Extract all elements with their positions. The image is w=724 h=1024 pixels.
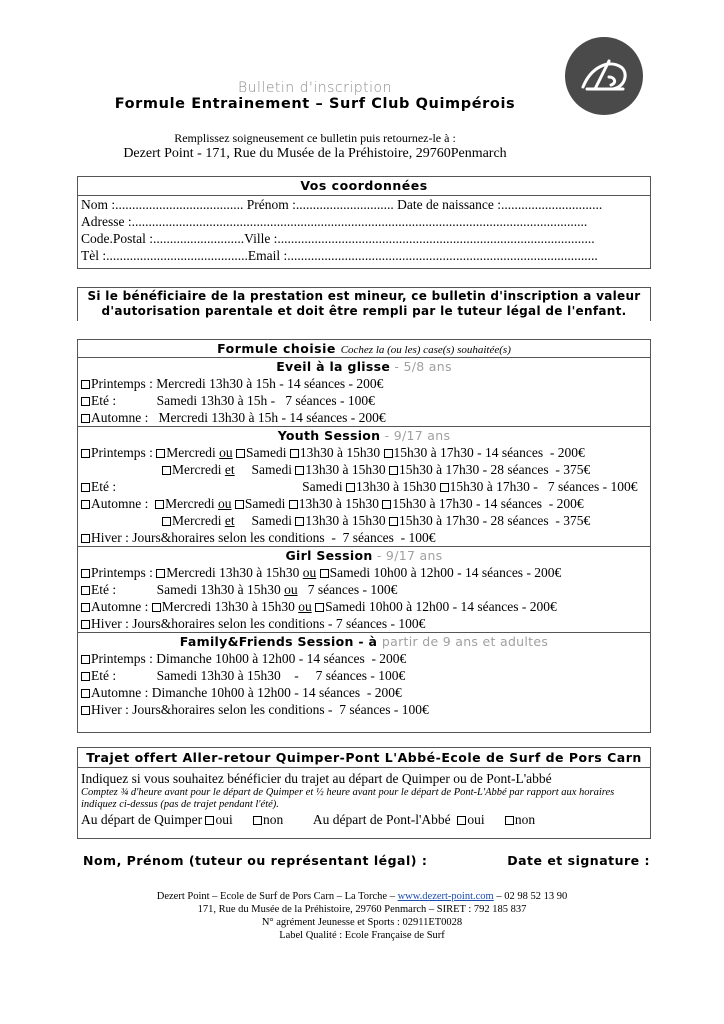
form-subtitle: Bulletin d'inscription [238,80,392,96]
postal-city-row[interactable]: Code.Postal :...........................Ville :.............................................................................................. [81,231,595,246]
checkbox[interactable] [389,466,398,475]
option-label: Printemps : [91,445,157,460]
checkbox[interactable] [382,500,391,509]
option-label: 13h30 à 15h30 [298,496,383,511]
option-youth-printemps[interactable] [78,444,650,461]
option-youth-automne-both[interactable] [78,512,650,529]
option-label: et [224,462,235,477]
checkbox[interactable] [162,517,171,526]
checkbox[interactable] [162,466,171,475]
notice-line-1: Si le bénéficiaire de la prestation est mineur, ce bulletin d'inscription a valeur [87,289,641,303]
option-label: 15h30 à 17h30 - 14 séances - 200€ [393,445,585,460]
option-girl-ete[interactable] [78,581,650,598]
section-eveil [78,358,650,427]
formule-hint: Cochez la (ou les) case(s) souhaitée(s) [340,344,511,356]
checkbox[interactable] [81,380,90,389]
option-label: Mercredi [172,462,225,477]
option-label: 7 séances - 100€ [297,582,398,597]
option-label: Printemps : [91,565,157,580]
option-girl-hiver[interactable] [78,615,650,632]
option-label: Samedi 10h00 à 12h00 - 14 séances - 200€ [329,565,562,580]
address-field-row[interactable]: Adresse :....................................................................................................................................... [81,214,588,229]
option-eveil-printemps[interactable] [78,375,650,392]
option-label: 13h30 à 15h30 [299,445,384,460]
section-family [78,633,650,718]
trajet-title: Trajet offert Aller-retour Quimper-Pont L'Abbé-Ecole de Surf de Pors Carn [78,748,650,768]
checkbox[interactable] [81,534,90,543]
section-girl-name: Girl Session [285,548,373,563]
footer-line-4: Label Qualité : Ecole Française de Surf [279,930,445,941]
date-signature-label: Date et signature : [507,853,650,868]
option-label: 15h30 à 17h30 - 28 séances - 375€ [398,462,591,477]
option-label: 13h30 à 15h30 [356,479,440,494]
option-label: Mercredi [166,445,220,460]
option-label: Samedi [302,479,346,494]
option-eveil-automne[interactable] [78,409,650,426]
formule-title-text: Formule choisie [217,341,336,356]
option-label: Printemps : Dimanche 10h00 à 12h00 - 14 séances - 200€ [91,651,407,666]
section-girl-title [78,547,650,564]
quimper-label: Au départ de Quimper [81,812,206,827]
name-fields-row[interactable]: Nom :...................................... Prénom :............................. Date de naissance :.............................. [81,197,603,212]
option-label: Hiver : Jours&horaires selon les conditions - 7 séances - 100€ [91,702,429,717]
return-address: Dezert Point - 171, Rue du Musée de la Préhistoire, 29760Penmarch [123,146,507,161]
checkbox[interactable] [315,603,324,612]
checkbox[interactable] [236,449,245,458]
option-girl-printemps[interactable] [78,564,650,581]
option-youth-ete[interactable] [78,478,650,495]
option-label: Samedi [246,445,290,460]
option-label: Automne : [91,496,156,511]
checkbox[interactable] [81,449,90,458]
checkbox[interactable] [81,483,90,492]
option-label: 13h30 à 15h30 [305,513,389,528]
quimper-oui-label: oui [215,812,233,827]
option-label: ou [217,496,232,511]
pont-non-checkbox[interactable] [505,816,514,825]
checkbox[interactable] [81,672,90,681]
option-girl-automne[interactable] [78,598,650,615]
checkbox[interactable] [155,500,164,509]
option-family-printemps[interactable] [78,650,650,667]
checkbox[interactable] [295,517,304,526]
checkbox[interactable] [290,449,299,458]
quimper-oui-checkbox[interactable] [205,816,214,825]
option-label: Hiver : Jours&horaires selon les conditions - 7 séances - 100€ [91,616,426,631]
option-youth-automne[interactable] [78,495,650,512]
checkbox[interactable] [81,620,90,629]
section-eveil-name: Eveil à la glisse [276,359,391,374]
minor-notice [77,287,651,321]
quimper-non-label: non [262,812,284,827]
checkbox[interactable] [346,483,355,492]
checkbox[interactable] [384,449,393,458]
section-family-sep: - à [353,634,382,649]
footer-text: Dezert Point – Ecole de Surf de Pors Carn – La Torche – [156,891,398,902]
section-family-age: partir de 9 ans et adultes [381,634,549,649]
checkbox[interactable] [295,466,304,475]
option-label: Automne : Dimanche 10h00 à 12h00 - 14 séances - 200€ [91,685,402,700]
formule-title [78,340,650,358]
instruction-text: Remplissez soigneusement ce bulletin puis retournez-le à : [174,131,456,145]
form-title: Formule Entrainement – Surf Club Quimpérois [114,96,516,112]
checkbox[interactable] [81,500,90,509]
option-label: Hiver : Jours&horaires selon les conditions - 7 séances - 100€ [91,530,436,545]
checkbox[interactable] [81,689,90,698]
option-label: et [224,513,235,528]
checkbox[interactable] [81,569,90,578]
checkbox[interactable] [152,603,161,612]
option-label: Mercredi [172,513,225,528]
option-label: Samedi 10h00 à 12h00 - 14 séances - 200€ [325,599,557,614]
checkbox[interactable] [156,449,165,458]
checkbox[interactable] [389,517,398,526]
trajet-question: Indiquez si vous souhaitez bénéficier du trajet au départ de Quimper ou de Pont-L'abbé [81,771,552,786]
option-family-automne[interactable] [78,684,650,701]
option-label: Mercredi 13h30 à 15h30 [166,565,303,580]
trajet-note: Comptez ¾ d'heure avant pour le départ de Quimper et ½ heure avant pour le départ de Pont-L'Abbé par rapport aux horaires indiquez ci-dessus (pas de trajet pendant l'été). [81,787,615,810]
section-youth-title [78,427,650,444]
option-label: Eté : Samedi 13h30 à 15h30 - 7 séances - 100€ [91,668,406,683]
section-family-name: Family&Friends Session [179,634,354,649]
pont-label: Au départ de Pont-l'Abbé [312,812,458,827]
section-youth [78,427,650,547]
option-youth-printemps-both[interactable] [78,461,650,478]
option-label: Mercredi 13h30 à 15h30 [161,599,299,614]
checkbox[interactable] [81,397,90,406]
section-girl [78,547,650,633]
footer-text: – 02 98 52 13 90 [493,891,568,902]
option-label: ou [298,599,312,614]
trajet-choices [78,811,650,829]
trajet-box [77,747,651,839]
formule-box [77,339,651,733]
option-label: Samedi [244,496,289,511]
option-label: 15h30 à 17h30 - 28 séances - 375€ [398,513,591,528]
checkbox[interactable] [289,500,298,509]
option-label: Printemps : Mercredi 13h30 à 15h - 14 séances - 200€ [91,376,384,391]
section-youth-name: Youth Session [277,428,381,443]
footer-line-1 [0,890,724,903]
section-girl-age: - 9/17 ans [372,548,443,563]
checkbox[interactable] [81,586,90,595]
pont-non-label: non [514,812,536,827]
option-label: Samedi [234,513,296,528]
option-label: Eté : Samedi 13h30 à 15h30 [91,582,285,597]
option-youth-hiver[interactable] [78,529,650,546]
checkbox[interactable] [440,483,449,492]
option-label: ou [302,565,317,580]
checkbox[interactable] [320,569,329,578]
pont-oui-label: oui [467,812,485,827]
coordonnees-box [77,176,651,269]
footer-line-2: 171, Rue du Musée de la Préhistoire, 29760 Penmarch – SIRET : 792 185 837 [197,904,527,915]
option-label: ou [219,445,233,460]
checkbox[interactable] [156,569,165,578]
checkbox[interactable] [81,414,90,423]
option-label: 13h30 à 15h30 [305,462,389,477]
option-family-ete[interactable] [78,667,650,684]
option-label: Eté : Samedi 13h30 à 15h - 7 séances - 100€ [91,393,375,408]
section-eveil-age: - 5/8 ans [390,359,452,374]
footer-line-3: N° agrément Jeunesse et Sports : 02911ET0028 [261,917,463,928]
option-label: ou [284,582,298,597]
quimper-non-checkbox[interactable] [253,816,262,825]
checkbox[interactable] [235,500,244,509]
section-family-title [78,633,650,650]
option-label: Eté : [91,479,117,494]
phone-email-row[interactable]: Tèl :..........................................Email :............................................................................................ [81,248,598,263]
coordonnees-title: Vos coordonnées [78,177,650,196]
option-label: Automne : Mercredi 13h30 à 15h - 14 séances - 200€ [91,410,386,425]
checkbox[interactable] [81,603,90,612]
option-label: 15h30 à 17h30 - 14 séances - 200€ [392,496,584,511]
option-label: 15h30 à 17h30 - 7 séances - 100€ [449,479,638,494]
option-family-hiver[interactable] [78,701,650,718]
option-label: Samedi [234,462,296,477]
tutor-name-label: Nom, Prénom (tuteur ou représentant légal) : [83,853,428,868]
option-label: Mercredi [165,496,218,511]
website-link[interactable]: www.dezert-point.com [397,891,494,902]
option-label: Automne : [91,599,152,614]
notice-line-2: d'autorisation parentale et doit être rempli par le tuteur légal de l'enfant. [101,303,627,318]
checkbox[interactable] [81,706,90,715]
pont-oui-checkbox[interactable] [457,816,466,825]
section-youth-age: - 9/17 ans [380,428,451,443]
checkbox[interactable] [81,655,90,664]
footer [0,890,724,942]
option-eveil-ete[interactable] [78,392,650,409]
section-eveil-title [78,358,650,375]
